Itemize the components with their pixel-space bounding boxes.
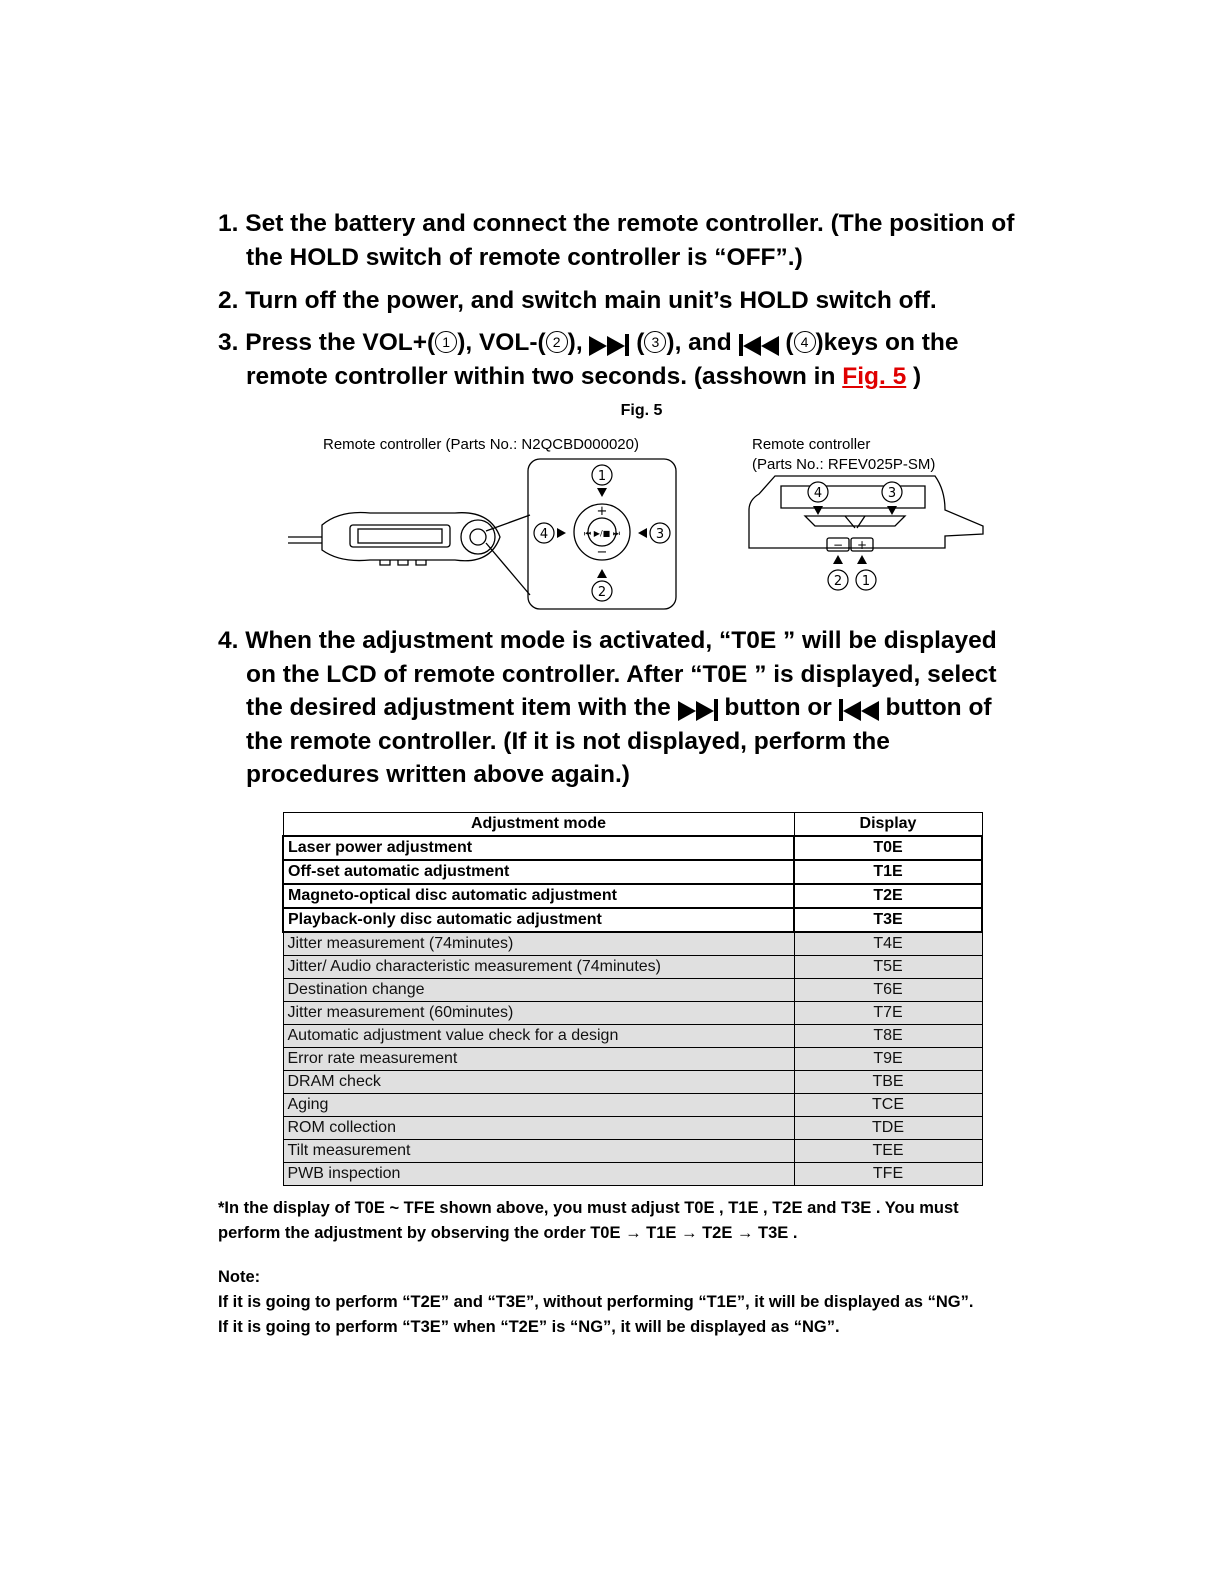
left-remote-label: Remote controller (Parts No.: N2QCBD000020) <box>323 436 639 453</box>
note-line: If it is going to perform “T2E” and “T3E”, without performing “T1E”, it will be displayed as “NG”. <box>218 1293 974 1311</box>
keypad-center: ⏮ ▶/■ ⏭ <box>584 529 620 538</box>
table-row <box>283 979 982 1002</box>
step-3-line-2-end: ) <box>906 362 922 390</box>
callout-3: 3 <box>655 527 665 542</box>
display-cell: T0E <box>794 836 982 860</box>
figure-caption: Fig. 5 <box>620 402 663 419</box>
right-callout-1: 1 <box>861 574 871 589</box>
step-3-text: ), and <box>666 329 739 356</box>
step-2 <box>218 284 937 318</box>
step-4-line-4: the remote controller. (If it is not displayed, perform the <box>246 727 890 755</box>
mode-cell: PWB inspection <box>283 1163 794 1186</box>
display-cell: T8E <box>794 1025 982 1048</box>
step-1-line-1: 1. Set the battery and connect the remote controller. (The position of <box>218 210 1015 237</box>
display-cell: T7E <box>794 1002 982 1025</box>
display-cell: T1E <box>794 860 982 884</box>
mode-cell: Off-set automatic adjustment <box>283 860 794 884</box>
right-remote-label-1: Remote controller <box>752 436 871 453</box>
display-cell: TCE <box>794 1094 982 1117</box>
skip-forward-icon <box>589 334 629 356</box>
display-cell: TDE <box>794 1117 982 1140</box>
display-cell: T9E <box>794 1048 982 1071</box>
header-adjustment-mode: Adjustment mode <box>283 813 794 837</box>
adjustment-order-note <box>218 1196 959 1246</box>
note-line: *In the display of T0E ~ TFE shown above, you must adjust T0E , T1E , T2E and T3E . You must <box>218 1199 959 1217</box>
note-title: Note: <box>218 1268 261 1286</box>
table-row <box>283 860 982 884</box>
remote-controller-diagram-right <box>745 470 990 600</box>
step-3-text: ), VOL-( <box>457 329 546 356</box>
table-row <box>283 956 982 979</box>
note-line: If it is going to perform “T3E” when “T2E” is “NG”, it will be displayed as “NG”. <box>218 1318 840 1336</box>
display-cell: T5E <box>794 956 982 979</box>
key-3-circled-icon: 3 <box>644 331 666 353</box>
skip-back-icon <box>839 699 879 721</box>
key-1-circled-icon: 1 <box>435 331 457 353</box>
step-4-line-3b: button or <box>717 694 839 721</box>
step-3-text: ), <box>567 329 590 356</box>
table-row <box>283 1002 982 1025</box>
step-3-text: )keys on the <box>815 329 959 356</box>
step-4-line-5: procedures written above again.) <box>246 761 630 788</box>
table-row <box>283 932 982 956</box>
step-4-line-3c: button of <box>878 694 992 721</box>
table-row <box>283 908 982 932</box>
table-row <box>283 1025 982 1048</box>
keypad-minus: − <box>596 545 608 560</box>
right-callout-4: 4 <box>813 486 823 501</box>
table-row <box>283 1071 982 1094</box>
adjustment-mode-table <box>282 812 983 1186</box>
key-2-circled-icon: 2 <box>546 331 568 353</box>
right-callout-2: 2 <box>833 574 843 589</box>
callout-1: 1 <box>597 469 607 484</box>
display-cell: TBE <box>794 1071 982 1094</box>
ng-note <box>218 1265 973 1340</box>
skip-forward-icon <box>678 699 718 721</box>
mode-cell: Aging <box>283 1094 794 1117</box>
step-3-line-2: remote controller within two seconds. (asshown in <box>246 362 843 390</box>
step-4 <box>218 624 997 792</box>
step-1-line-2: the HOLD switch of remote controller is “OFF”.) <box>246 243 803 271</box>
right-remote-label-2: (Parts No.: RFEV025P-SM) <box>752 456 936 473</box>
display-cell: T2E <box>794 884 982 908</box>
header-display: Display <box>794 813 982 837</box>
right-minus-key: − <box>832 538 844 552</box>
table-row <box>283 1048 982 1071</box>
callout-2: 2 <box>597 585 607 600</box>
mode-cell: Destination change <box>283 979 794 1002</box>
mode-cell: Jitter measurement (60minutes) <box>283 1002 794 1025</box>
right-plus-key: + <box>856 538 868 552</box>
key-4-circled-icon: 4 <box>794 331 816 353</box>
callout-4: 4 <box>539 527 549 542</box>
step-3: 3. Press the VOL+( 1 ), VOL-( 2 ), ( 3 ), and ( 4 )keys on the remote controller within two seconds. (asshown in Fig. 5 ) <box>218 329 959 390</box>
mode-cell: Magneto-optical disc automatic adjustment <box>283 884 794 908</box>
table-row <box>283 1163 982 1186</box>
display-cell: TFE <box>794 1163 982 1186</box>
table-row <box>283 1094 982 1117</box>
step-2-line-1: 2. Turn off the power, and switch main unit’s HOLD switch off. <box>218 287 937 314</box>
display-cell: T4E <box>794 932 982 956</box>
note-line: perform the adjustment by observing the order T0E → T1E → T2E → T3E . <box>218 1224 798 1242</box>
table-row <box>283 884 982 908</box>
fig-5-link[interactable]: Fig. 5 <box>842 362 907 390</box>
step-4-line-3a: the desired adjustment item with the <box>246 694 678 721</box>
step-4-line-2: on the LCD of remote controller. After “T0E ” is displayed, select <box>246 660 997 688</box>
step-3-text: 3. Press the VOL+( <box>218 329 436 356</box>
mode-cell: Jitter measurement (74minutes) <box>283 932 794 956</box>
display-cell: T6E <box>794 979 982 1002</box>
display-cell: T3E <box>794 908 982 932</box>
remote-controller-diagram-left <box>280 455 700 615</box>
mode-cell: Tilt measurement <box>283 1140 794 1163</box>
step-1 <box>218 207 1014 274</box>
mode-cell: Error rate measurement <box>283 1048 794 1071</box>
keypad-plus: + <box>596 504 608 519</box>
mode-cell: Playback-only disc automatic adjustment <box>283 908 794 932</box>
mode-cell: Jitter/ Audio characteristic measurement (74minutes) <box>283 956 794 979</box>
mode-cell: DRAM check <box>283 1071 794 1094</box>
right-callout-3: 3 <box>887 486 897 501</box>
mode-cell: Laser power adjustment <box>283 836 794 860</box>
step-4-line-1: 4. When the adjustment mode is activated, “T0E ” will be displayed <box>218 627 997 654</box>
display-cell: TEE <box>794 1140 982 1163</box>
table-row <box>283 1140 982 1163</box>
table-row <box>283 1117 982 1140</box>
skip-back-icon <box>739 334 779 356</box>
table-row <box>283 836 982 860</box>
mode-cell: ROM collection <box>283 1117 794 1140</box>
mode-cell: Automatic adjustment value check for a design <box>283 1025 794 1048</box>
